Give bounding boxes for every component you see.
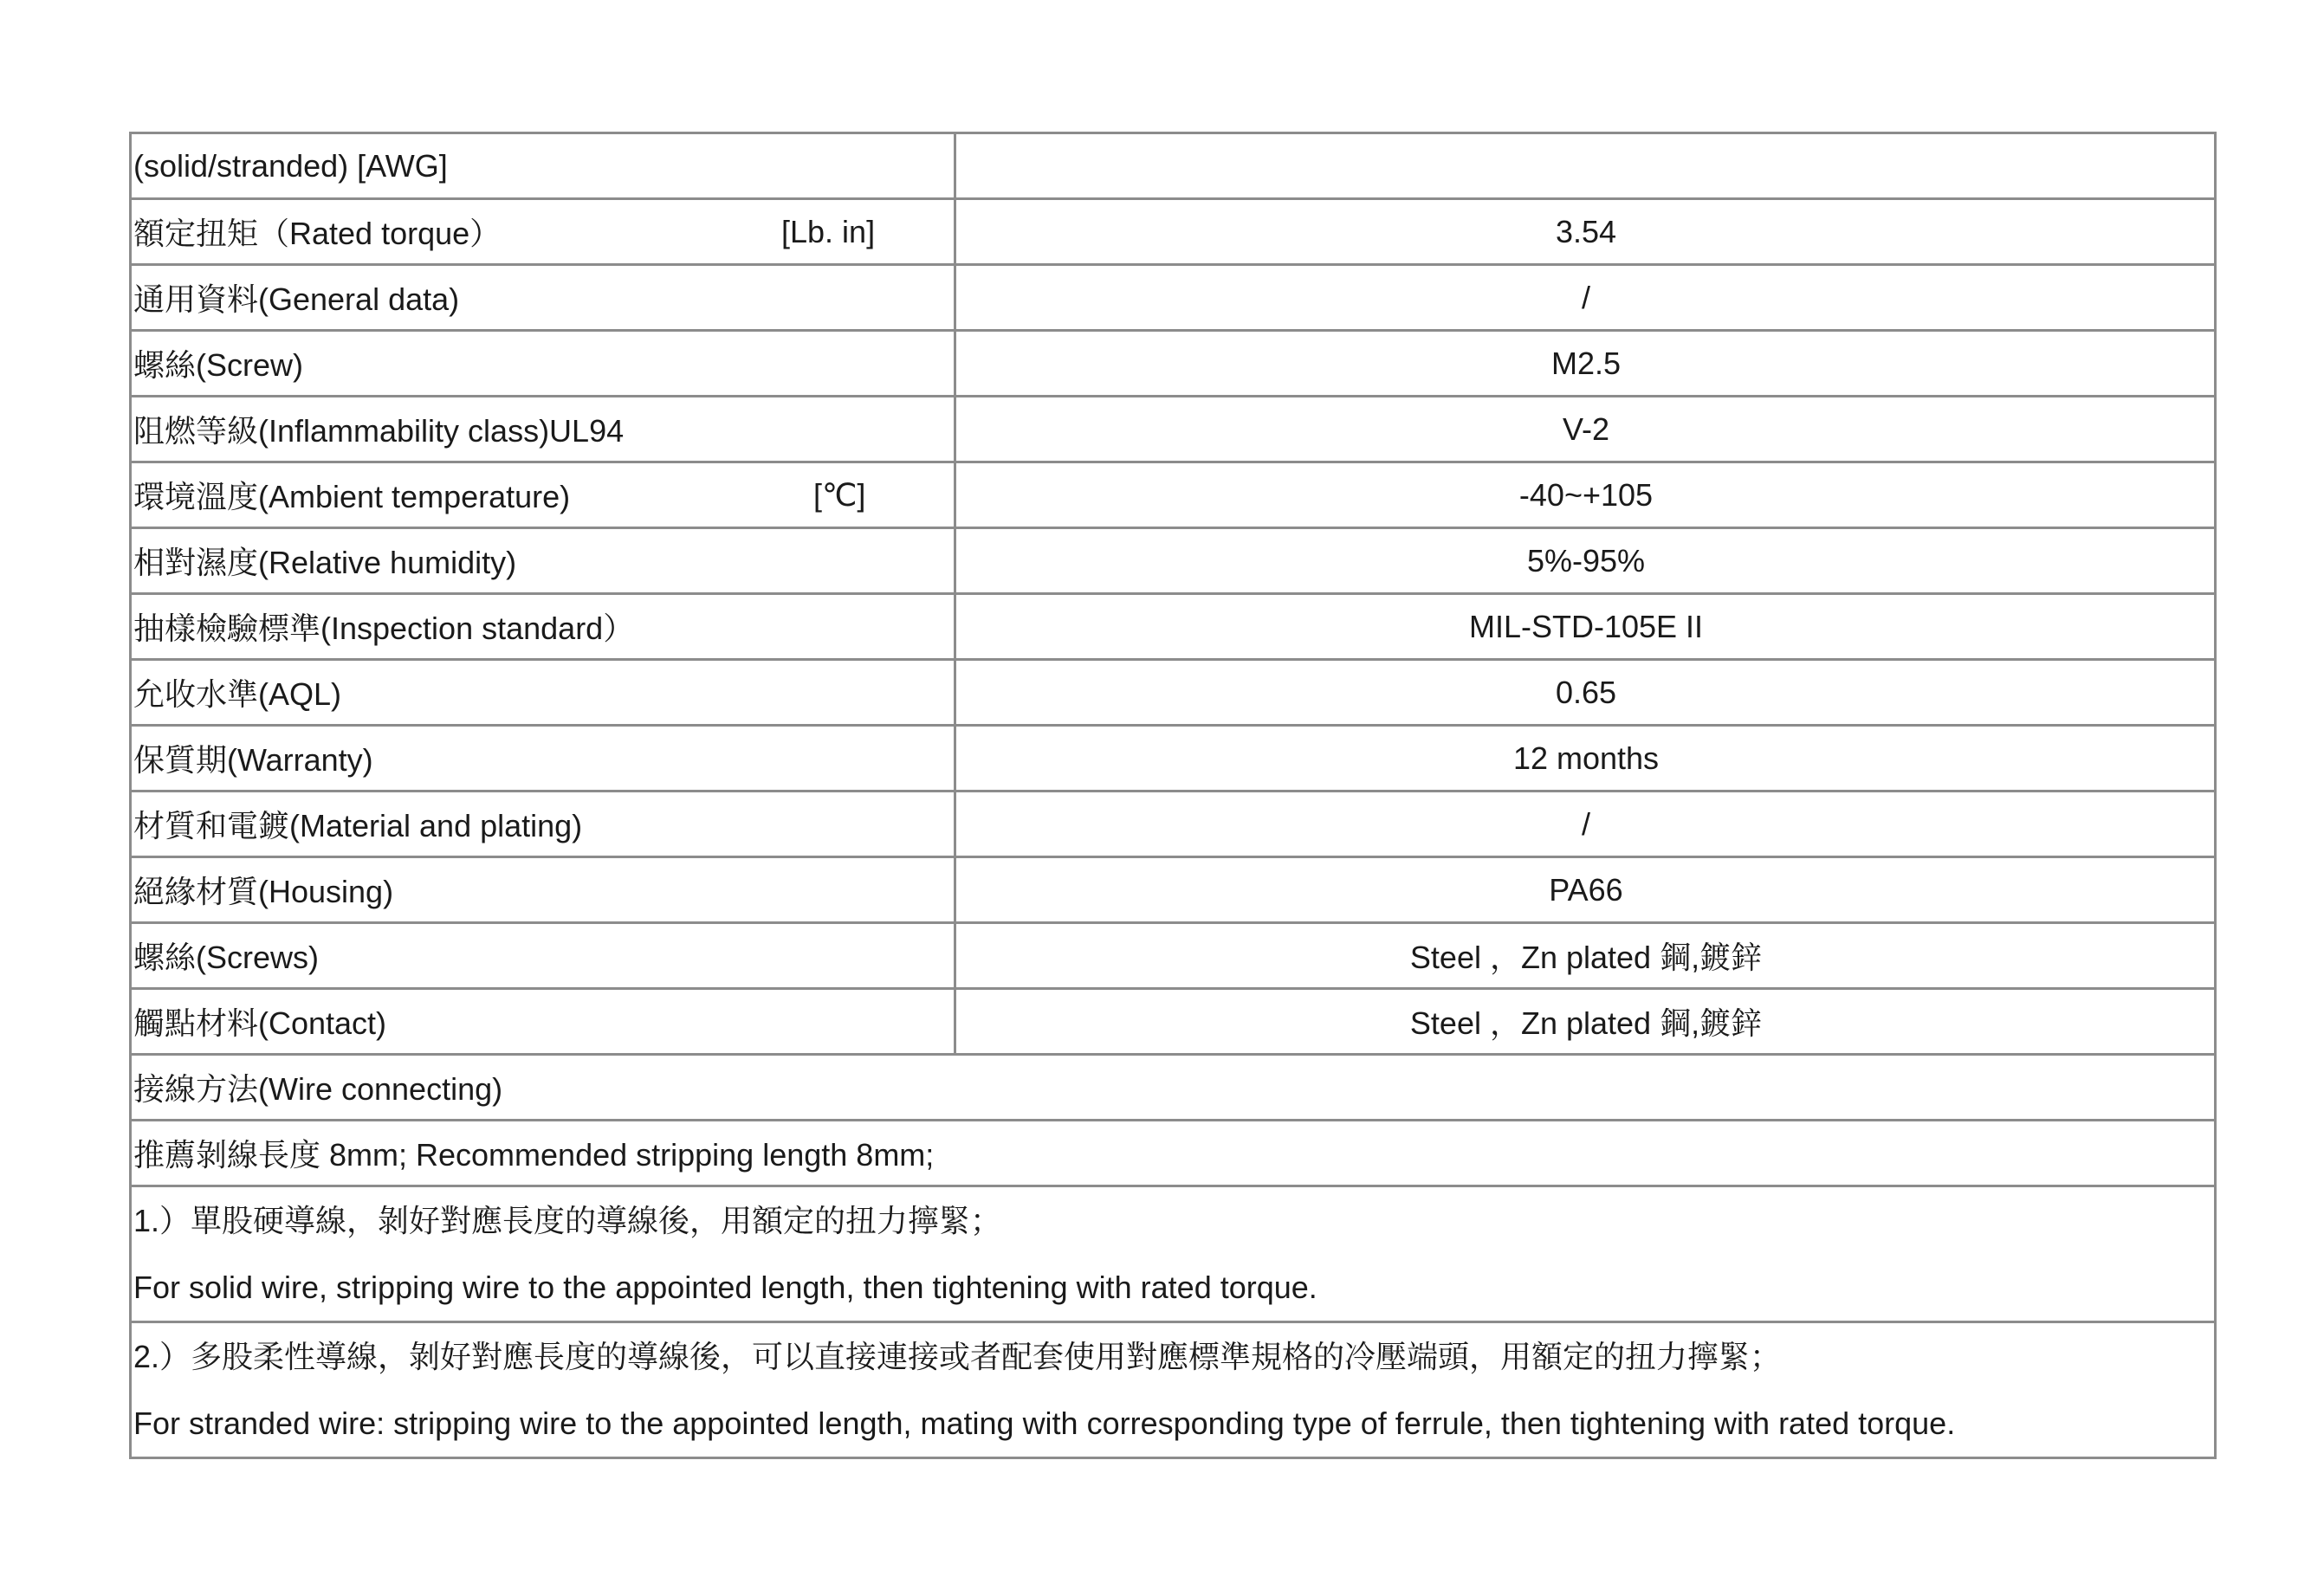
stranded-wire-instructions — [131, 1322, 2216, 1458]
row-label: 螺絲(Screws) — [131, 923, 955, 989]
table-row — [131, 528, 2216, 594]
table-row — [131, 199, 2216, 265]
row-label: (solid/stranded) [AWG] — [131, 133, 955, 199]
table-row — [131, 1186, 2216, 1322]
row-label: 材質和電鍍(Material and plating) — [131, 792, 955, 857]
row-label: 阻燃等級(Inflammability class)UL94 — [131, 397, 955, 462]
table-row — [131, 133, 2216, 199]
table-row — [131, 726, 2216, 792]
row-label: 保質期(Warranty) — [131, 726, 955, 792]
table-row — [131, 1121, 2216, 1186]
unit-label: [℃] — [813, 476, 866, 513]
row-label: 通用資料(General data) — [131, 265, 955, 331]
row-value: 3.54 — [955, 199, 2216, 265]
solid-wire-instruction-chinese: 1.）單股硬導線，剝好對應長度的導線後，用額定的扭力擰緊； — [133, 1203, 1002, 1238]
table-row — [131, 660, 2216, 726]
table-row — [131, 857, 2216, 923]
row-value: MIL-STD-105E II — [955, 594, 2216, 660]
row-value: V-2 — [955, 397, 2216, 462]
row-value: Steel ，Zn plated 鋼,鍍鋅 — [955, 923, 2216, 989]
stranded-wire-instruction-chinese: 2.）多股柔性導線，剝好對應長度的導線後，可以直接連接或者配套使用對應標準規格的冷壓端頭，用額定的扭力擰緊； — [133, 1339, 1782, 1374]
table-row — [131, 1322, 2216, 1458]
row-value: -40~+105 — [955, 462, 2216, 528]
table-row — [131, 397, 2216, 462]
rated-torque-cell — [131, 199, 955, 265]
stripping-length-note: 推薦剝線長度 8mm; Recommended stripping length 8mm; — [131, 1121, 2216, 1186]
table-row — [131, 989, 2216, 1055]
row-label: 額定扭矩（Rated torque） — [133, 216, 502, 251]
row-label: 允收水準(AQL) — [131, 660, 955, 726]
row-value: 5%-95% — [955, 528, 2216, 594]
wire-connecting-heading: 接線方法(Wire connecting) — [131, 1055, 2216, 1121]
table-row — [131, 1055, 2216, 1121]
row-value: 0.65 — [955, 660, 2216, 726]
row-label: 環境溫度(Ambient temperature) — [133, 479, 571, 514]
table-row — [131, 594, 2216, 660]
ambient-temperature-cell — [131, 462, 955, 528]
table-row — [131, 792, 2216, 857]
row-value: M2.5 — [955, 331, 2216, 397]
table-row — [131, 462, 2216, 528]
row-label: 絕緣材質(Housing) — [131, 857, 955, 923]
table-row — [131, 331, 2216, 397]
row-value: 12 months — [955, 726, 2216, 792]
row-label: 觸點材料(Contact) — [131, 989, 955, 1055]
row-label: 抽樣檢驗標準(Inspection standard） — [131, 594, 955, 660]
row-value: Steel ，Zn plated 鋼,鍍鋅 — [955, 989, 2216, 1055]
table-row — [131, 265, 2216, 331]
row-value: PA66 — [955, 857, 2216, 923]
row-value: / — [955, 792, 2216, 857]
unit-label: [Lb. in] — [781, 213, 876, 249]
table-row — [131, 923, 2216, 989]
row-value: / — [955, 265, 2216, 331]
row-label: 相對濕度(Relative humidity) — [131, 528, 955, 594]
stranded-wire-instruction-english: For stranded wire: stripping wire to the appointed length, mating with corresponding type of ferrule, then tightening with rated torque. — [133, 1405, 1956, 1441]
specification-table — [129, 132, 2217, 1459]
row-label: 螺絲(Screw) — [131, 331, 955, 397]
solid-wire-instructions — [131, 1186, 2216, 1322]
row-value — [955, 133, 2216, 199]
solid-wire-instruction-english: For solid wire, stripping wire to the appointed length, then tightening with rated torque. — [133, 1270, 1317, 1305]
